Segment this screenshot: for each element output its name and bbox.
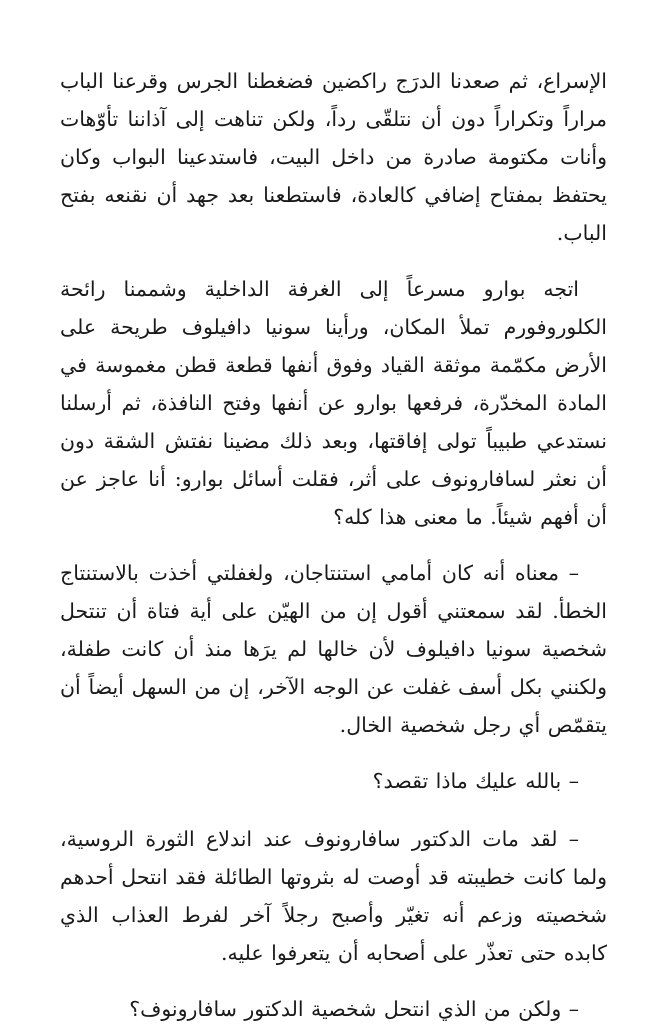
paragraph-dialogue: – ولكن من الذي انتحل شخصية الدكتور سافارونوف؟	[129, 997, 579, 1021]
paragraph-dialogue: – بالله عليك ماذا تقصد؟	[372, 769, 579, 793]
paragraph-dialogue: – لقد مات الدكتور سافارونوف عند اندلاع الثورة الروسية، ولما كانت خطيبته قد أوصت له بثروتها الطائلة فقد انتحل أحدهم شخصيته وزعم أنه تغيّر وأصبح رجلاً آخر لفرط العذاب الذي كابده حتى تعذّر على أصحابه أن يتعرفوا عليه.	[60, 827, 607, 965]
paragraph-narrative: اتجه بوارو مسرعاً إلى الغرفة الداخلية وشممنا رائحة الكلوروفورم تملأ المكان، ورأينا سونيا دافيلوف طريحة على الأرض مكمّمة موثقة القياد وفوق أنفها قطعة قطن مغموسة في المادة المخدّرة، فرفعها بوارو عن أنفها وفتح النافذة، ثم أرسلنا نستدعي طبيباً تولى إفاقتها، وبعد ذلك مضينا نفتش الشقة دون أن نعثر لسافارونوف على أثر، فقلت أسائل بوارو: أنا عاجز عن أن أفهم شيئاً. ما معنى هذا كله؟	[60, 277, 607, 529]
paragraph-dialogue: – معناه أنه كان أمامي استنتاجان، ولغفلتي أخذت بالاستنتاج الخطأ. لقد سمعتني أقول إن من الهيّن على أية فتاة أن تنتحل شخصية سونيا دافيلوف لأن خالها لم يرَها منذ أن كانت طفلة، ولكنني بكل أسف غفلت عن الوجه الآخر، إن من السهل أيضاً أن يتقمّص أي رجل شخصية الخال.	[60, 561, 607, 737]
paragraph-continuation: الإسراع، ثم صعدنا الدرَج راكضين فضغطنا الجرس وقرعنا الباب مراراً وتكراراً دون أن نتلقّى رداً، ولكن تناهت إلى آذاننا تأوّهات وأنات مكتومة صادرة من داخل البيت، فاستدعينا البواب وكان يحتفظ بمفتاح إضافي كالعادة، فاستطعنا بعد جهد أن نقنعه بفتح الباب.	[60, 69, 607, 245]
